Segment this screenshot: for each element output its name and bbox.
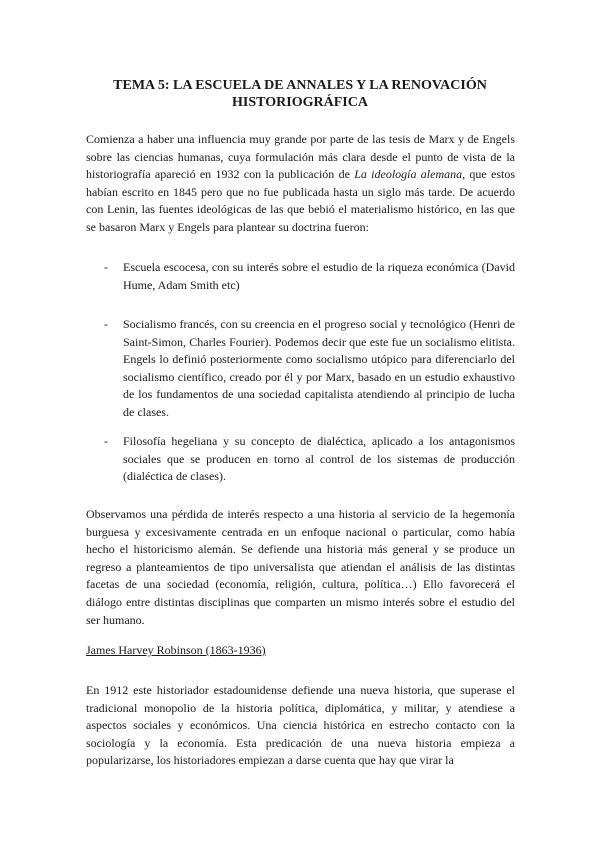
bullet-item-hegelian-philosophy: [104, 433, 515, 486]
bullet-dash: -: [104, 434, 108, 448]
bullet-item-scottish-school: [104, 259, 515, 294]
bullet-dash: -: [104, 260, 108, 274]
bullet-text: Filosofía hegeliana y su concepto de dialéctica, aplicado a los antagonismos sociales que se producen en torno al control de los sistemas de producción (dialéctica de clases).: [123, 434, 515, 484]
intro-text-end: que estos habían escrito en 1845 pero que no fue publicada hasta un siglo más tarde. De acuerdo con Lenin, las fuentes ideológicas de las que bebió el materialismo histórico, en las que se basaron Marx y Engels para plantear su doctrina fueron:: [86, 167, 516, 234]
section-subheading: James Harvey Robinson (1863-1936): [86, 643, 266, 657]
bullet-text: Escuela escocesa, con su interés sobre el estudio de la riqueza económica (David Hume, Adam Smith etc): [123, 260, 515, 292]
bullet-dash: -: [104, 317, 108, 331]
title-line-1: TEMA 5: LA ESCUELA DE ANNALES Y LA RENOVACIÓN: [113, 78, 487, 93]
intro-paragraph: [86, 131, 515, 237]
title-line-2: HISTORIOGRÁFICA: [232, 95, 368, 110]
book-title-italic: La ideología alemana,: [354, 167, 466, 182]
bullet-item-french-socialism: [104, 316, 515, 422]
intro-text-start: Comienza a haber una influencia muy grande por parte de las tesis de Marx y de Engels sobre las ciencias humanas, cuya formulación más clara desde el punto de vista de la historiografía apareció en 1932 con la publicación de: [86, 132, 515, 182]
page-title: [90, 77, 510, 111]
body-paragraph-3: En 1912 este historiador estadounidense defiende una nueva historia, que superase el tradicional monopolio de la historia política, diplomática, y militar, y atendiese a aspectos sociales y económicos. Una ciencia histórica en estrecho contacto con la sociología y la economía. Esta predicación de una nueva historia empieza a popularizarse, los historiadores empiezan a darse cuenta que hay que virar la: [86, 683, 515, 768]
body-paragraph-2: Observamos una pérdida de interés respecto a una historia al servicio de la hegemonía burguesa y excesivamente centrada en un enfoque nacional o particular, como había hecho el historicismo alemán. Se defiende una historia más general y se produce un regreso a planteamientos de tipo universalista que atiendan el análisis de las distintas facetas de una sociedad (economía, religión, cultura, política…) Ello favorecerá el diálogo entre distintas disciplinas que comparten un mismo interés sobre el estudio del ser humano.: [86, 507, 515, 627]
bullet-text: Socialismo francés, con su creencia en el progreso social y tecnológico (Henri de Saint-Simon, Charles Fourier). Podemos decir que este fue un socialismo elitista. Engels lo definió posteriormente como socialismo utópico para diferenciarlo del socialismo científico, creado por él y por Marx, basado en un estudio exhaustivo de los fundamentos de una sociedad capitalista atendiendo al principio de lucha de clases.: [123, 317, 515, 419]
